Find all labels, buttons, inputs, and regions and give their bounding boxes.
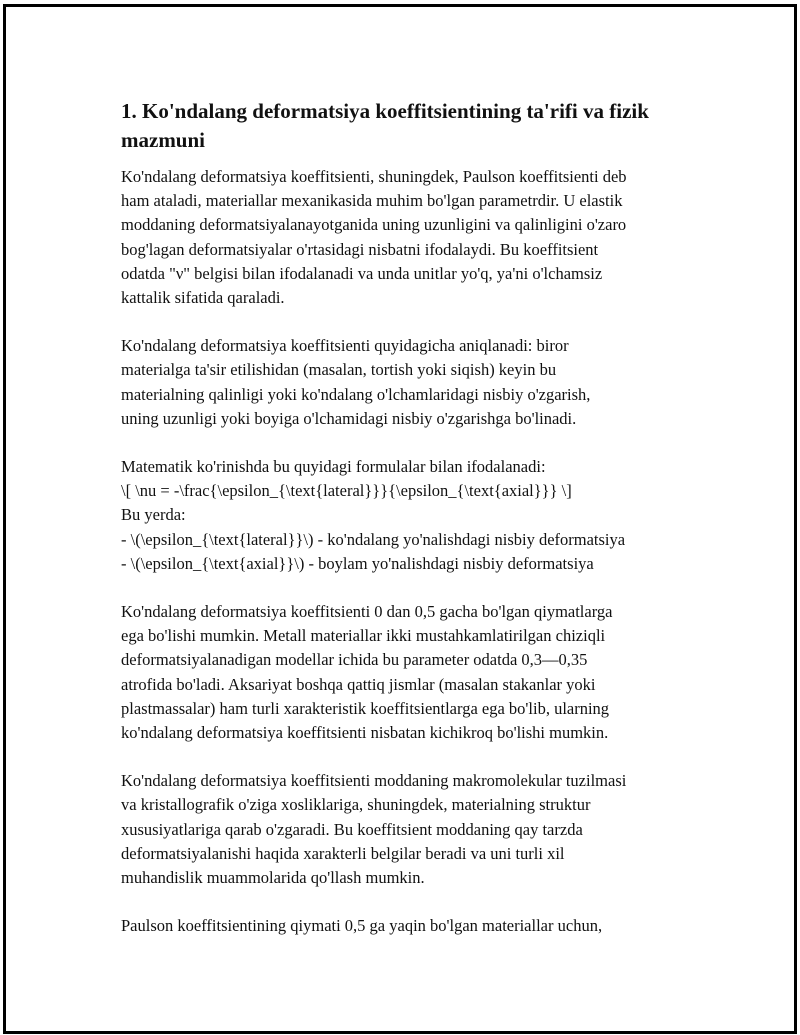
text-line: xususiyatlariga qarab o'zgaradi. Bu koeffitsient moddaning qay tarzda: [121, 819, 583, 839]
text-line: Paulson koeffitsientining qiymati 0,5 ga yaqin bo'lgan materiallar uchun,: [121, 916, 603, 936]
paragraph-paulson-value: [121, 914, 701, 938]
text-line: moddaning deformatsiyalanayotganida uning uzunligini va qalinligini o'zaro: [121, 215, 627, 235]
paragraph-formula: [121, 455, 701, 576]
formula-definition-line: - \(\epsilon_{\text{axial}}\) - boylam yo'nalishdagi nisbiy deformatsiya: [121, 553, 594, 573]
text-line: deformatsiyalanadigan modellar ichida bu parameter odatda 0,3—0,35: [121, 650, 588, 670]
formula-definition-line: - \(\epsilon_{\text{lateral}}\) - ko'ndalang yo'nalishdagi nisbiy deformatsiya: [121, 529, 626, 549]
text-line: ko'ndalang deformatsiya koeffitsienti nisbatan kichikroq bo'lishi mumkin.: [121, 723, 609, 743]
text-line: materialning qalinligi yoki ko'ndalang o'lchamlaridagi nisbiy o'zgarish,: [121, 384, 591, 404]
title-line: 1. Ko'ndalang deformatsiya koeffitsientining ta'rifi va fizik: [121, 99, 649, 123]
paragraph-definition: [121, 165, 701, 310]
paragraph-structure: [121, 769, 701, 890]
paragraph-determination: [121, 334, 701, 431]
text-line: odatda "ν" belgisi bilan ifodalanadi va unda unitlar yo'q, ya'ni o'lchamsiz: [121, 263, 603, 283]
text-line: Ko'ndalang deformatsiya koeffitsienti 0 dan 0,5 gacha bo'lgan qiymatlarga: [121, 602, 613, 622]
text-line: deformatsiyalanishi haqida xarakterli belgilar beradi va uni turli xil: [121, 843, 565, 863]
text-line: kattalik sifatida qaraladi.: [121, 288, 285, 308]
text-line: atrofida bo'ladi. Aksariyat boshqa qattiq jismlar (masalan stakanlar yoki: [121, 674, 596, 694]
text-line: materialga ta'sir etilishidan (masalan, tortish yoki siqish) keyin bu: [121, 360, 557, 380]
text-line: Ko'ndalang deformatsiya koeffitsienti quyidagicha aniqlanadi: biror: [121, 336, 569, 356]
title-line: mazmuni: [121, 128, 205, 152]
text-line: Ko'ndalang deformatsiya koeffitsienti, shuningdek, Paulson koeffitsienti deb: [121, 167, 627, 186]
text-line: bog'lagan deformatsiyalar o'rtasidagi nisbatni ifodalaydi. Bu koeffitsient: [121, 239, 599, 259]
paragraph-range: [121, 600, 701, 745]
text-line: muhandislik muammolarida qo'llash mumkin.: [121, 868, 425, 888]
formula-line: \[ \nu = -\frac{\epsilon_{\text{lateral}}}{\epsilon_{\text{axial}}} \]: [121, 481, 572, 501]
text-line: ega bo'lishi mumkin. Metall materiallar ikki mustahkamlatirilgan chiziqli: [121, 626, 606, 646]
document-page: [3, 4, 797, 1034]
text-line: Bu yerda:: [121, 505, 186, 525]
text-line: plastmassalar) ham turli xarakteristik koeffitsientlarga ega bo'lib, ularning: [121, 698, 610, 718]
section-title: [121, 97, 701, 155]
text-line: Matematik ko'rinishda bu quyidagi formulalar bilan ifodalanadi:: [121, 457, 546, 477]
text-line: va kristallografik o'ziga xosliklariga, shuningdek, materialning struktur: [121, 795, 591, 815]
text-line: ham ataladi, materiallar mexanikasida muhim bo'lgan parametrdir. U elastik: [121, 191, 623, 211]
text-line: uning uzunligi yoki boyiga o'lchamidagi nisbiy o'zgarishga bo'linadi.: [121, 408, 577, 428]
document-content: [121, 97, 701, 962]
text-line: Ko'ndalang deformatsiya koeffitsienti moddaning makromolekular tuzilmasi: [121, 771, 627, 791]
